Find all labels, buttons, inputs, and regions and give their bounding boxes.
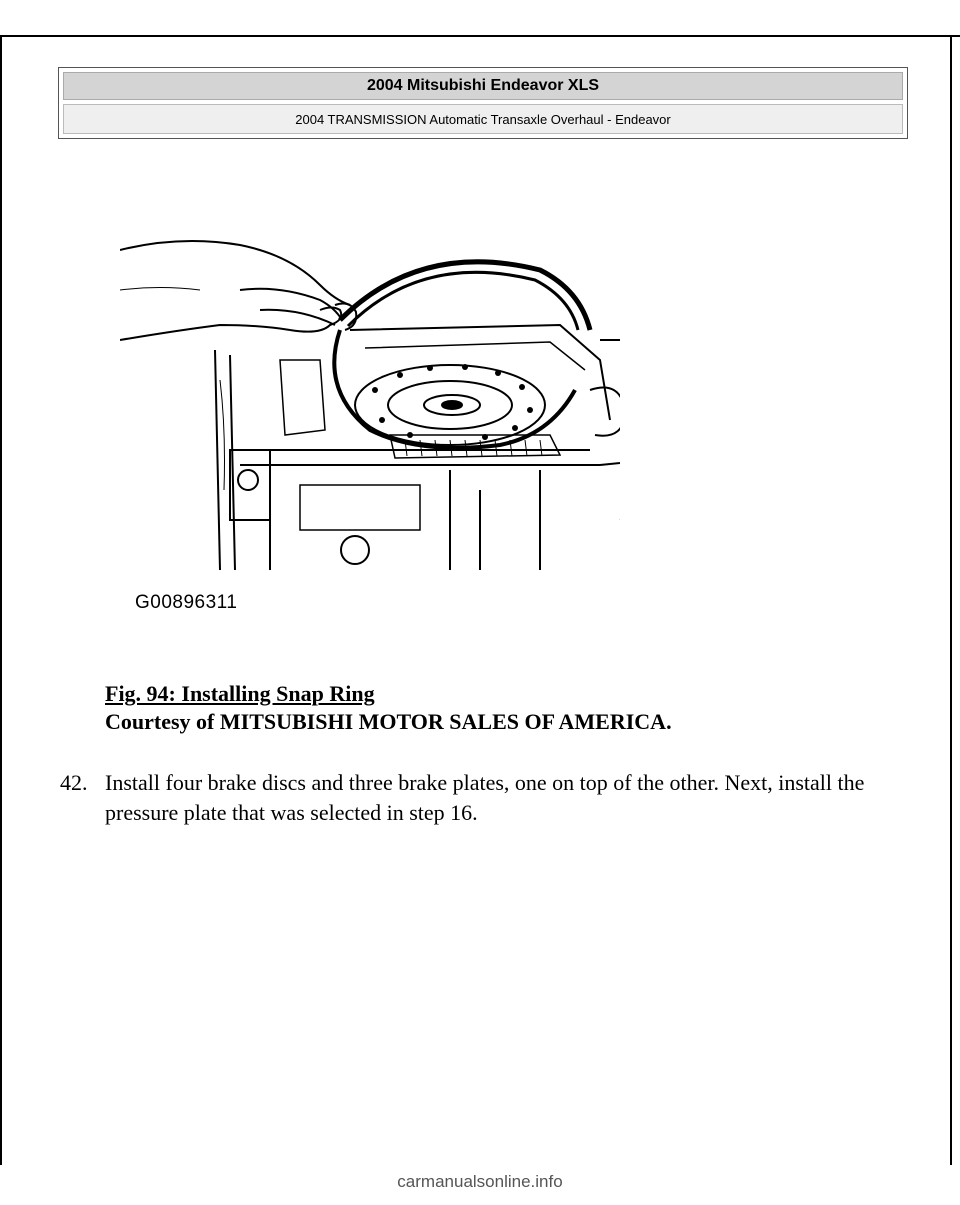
step-number: 42. xyxy=(60,770,88,795)
figure-code: G00896311 xyxy=(135,592,238,613)
header-title: 2004 Mitsubishi Endeavor XLS xyxy=(63,72,903,100)
figure-caption xyxy=(105,680,672,736)
watermark: carmanualsonline.info xyxy=(397,1172,563,1191)
page-border-right xyxy=(950,35,952,1165)
figure-title[interactable]: Fig. 94: Installing Snap Ring xyxy=(105,681,375,706)
step-text: Install four brake discs and three brake plates, one on top of the other. Next, install the pressure plate that was selected in step 16. xyxy=(105,770,865,825)
header-subtitle: 2004 TRANSMISSION Automatic Transaxle Overhaul - Endeavor xyxy=(63,104,903,134)
document-header xyxy=(58,67,908,139)
snap-ring-illustration xyxy=(120,230,620,620)
figure-courtesy: Courtesy of MITSUBISHI MOTOR SALES OF AMERICA. xyxy=(105,709,672,734)
page-border-left xyxy=(0,35,2,1165)
page-border-top xyxy=(0,35,960,37)
